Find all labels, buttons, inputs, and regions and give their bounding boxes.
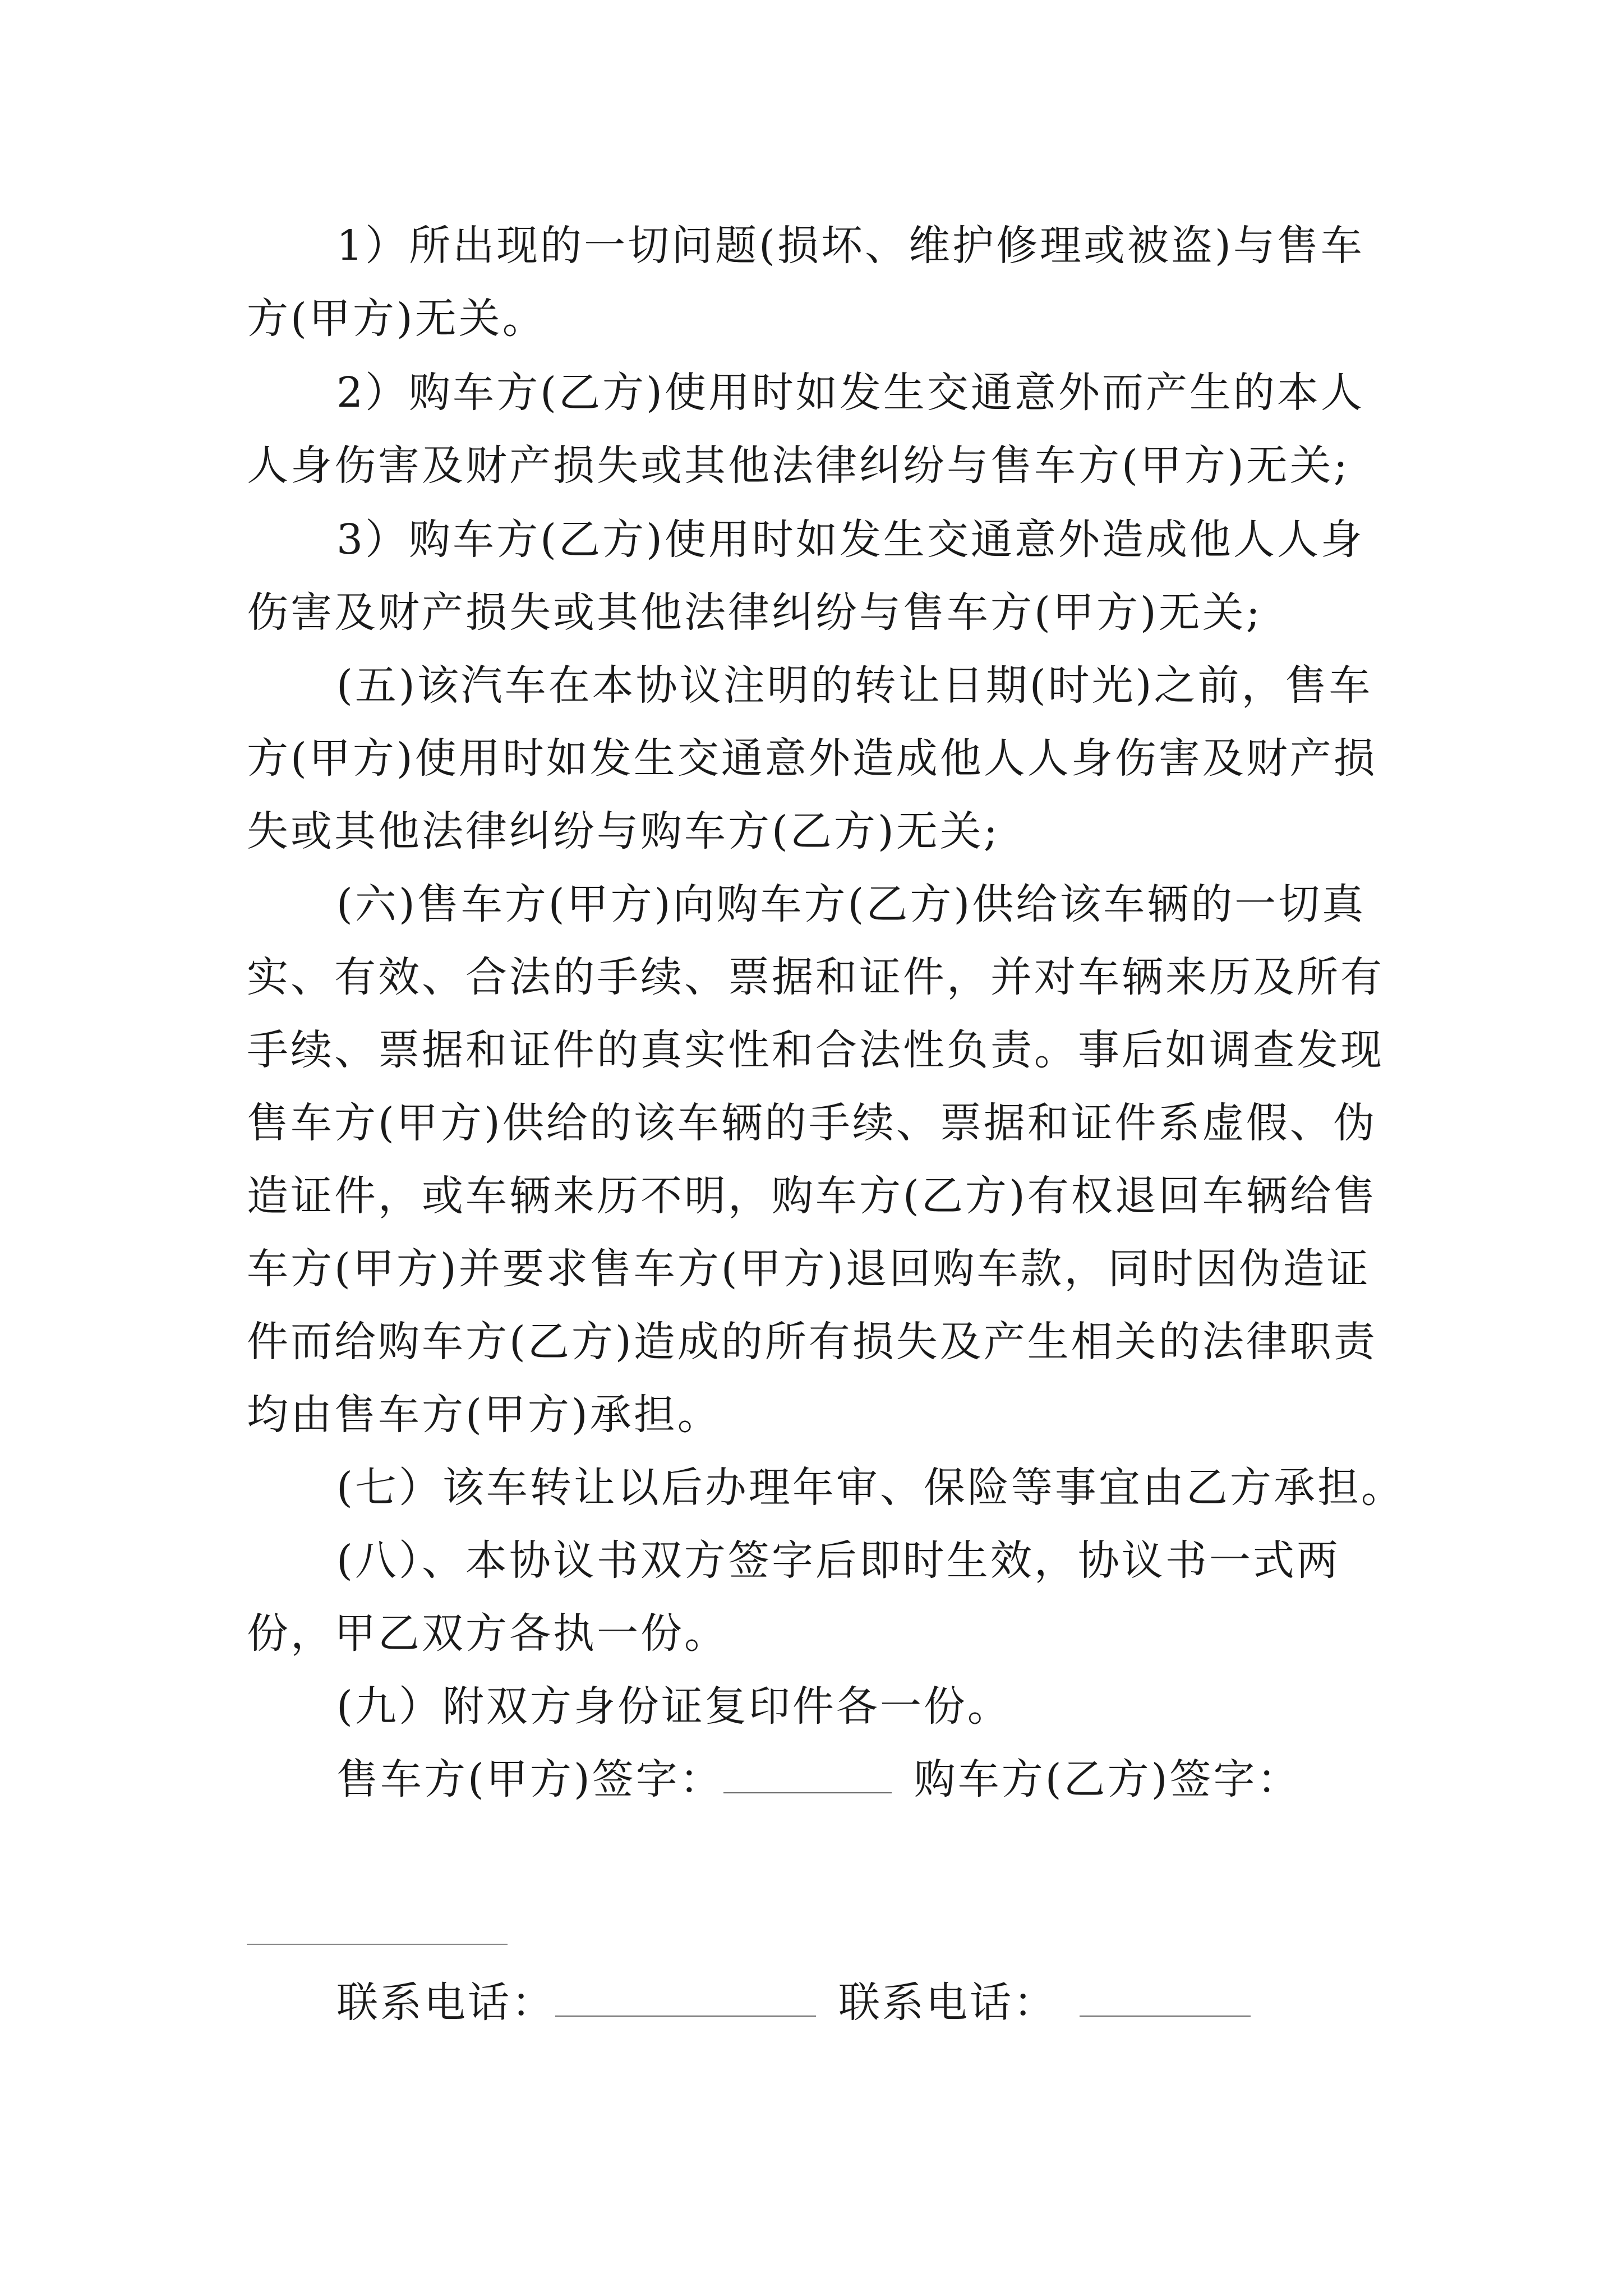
paragraph-line: 均由售车方(甲方)承担。 (247, 1391, 721, 1439)
paragraph-line: 1）所出现的一切问题(损坏、维护修理或被盗)与售车 (336, 222, 1364, 270)
seller-signature-field[interactable] (723, 1753, 892, 1793)
seller-signature-label: 售车方(甲方)签字： (336, 1755, 723, 1803)
paragraph-line: 实、有效、合法的手续、票据和证件，并对车辆来历及所有 (247, 953, 1384, 1001)
paragraph-line: 人身伤害及财产损失或其他法律纠纷与售车方(甲方)无关; (247, 441, 1350, 490)
paragraph-line: 3）购车方(乙方)使用时如发生交通意外造成他人人身 (336, 516, 1364, 564)
paragraph-line: 2）购车方(乙方)使用时如发生交通意外而产生的本人 (336, 369, 1364, 417)
paragraph-line: (九）附双方身份证复印件各一份。 (336, 1682, 1011, 1731)
paragraph-line: 方(甲方)无关。 (247, 295, 546, 343)
paragraph-line: 售车方(甲方)供给的该车辆的手续、票据和证件系虚假、伪 (247, 1099, 1377, 1147)
paragraph-line: 造证件，或车辆来历不明，购车方(乙方)有权退回车辆给售 (247, 1172, 1377, 1220)
signature-row (336, 1751, 1486, 1807)
paragraph-line: 车方(甲方)并要求售车方(甲方)退回购车款，同时因伪造证 (247, 1245, 1371, 1293)
paragraph-line: (七）该车转让以后办理年审、保险等事宜由乙方承担。 (336, 1464, 1405, 1512)
buyer-phone-field[interactable] (1080, 1976, 1251, 2017)
buyer-signature-field[interactable] (247, 1944, 508, 1945)
seller-phone-label: 联系电话： (336, 1978, 555, 2027)
paragraph-line: 手续、票据和证件的真实性和合法性负责。事后如调查发现 (247, 1026, 1384, 1074)
paragraph-line: 方(甲方)使用时如发生交通意外造成他人人身伤害及财产损 (247, 734, 1377, 783)
paragraph-line: (五)该汽车在本协议注明的转让日期(时光)之前，售车 (336, 661, 1373, 710)
buyer-signature-label: 购车方(乙方)签字： (914, 1755, 1301, 1803)
paragraph-line: 件而给购车方(乙方)造成的所有损失及产生相关的法律职责 (247, 1318, 1377, 1366)
seller-phone-field[interactable] (555, 1976, 816, 2017)
paragraph-line: 伤害及财产损失或其他法律纠纷与售车方(甲方)无关; (247, 588, 1262, 637)
paragraph-line: 份，甲乙双方各执一份。 (247, 1609, 728, 1658)
buyer-phone-label: 联系电话： (838, 1978, 1057, 2027)
contact-row (336, 1975, 1486, 2031)
paragraph-line: (八）、本协议书双方签字后即时生效，协议书一式两 (336, 1536, 1340, 1585)
paragraph-line: 失或其他法律纠纷与购车方(乙方)无关; (247, 807, 1000, 855)
paragraph-line: (六)售车方(甲方)向购车方(乙方)供给该车辆的一切真 (336, 880, 1366, 928)
